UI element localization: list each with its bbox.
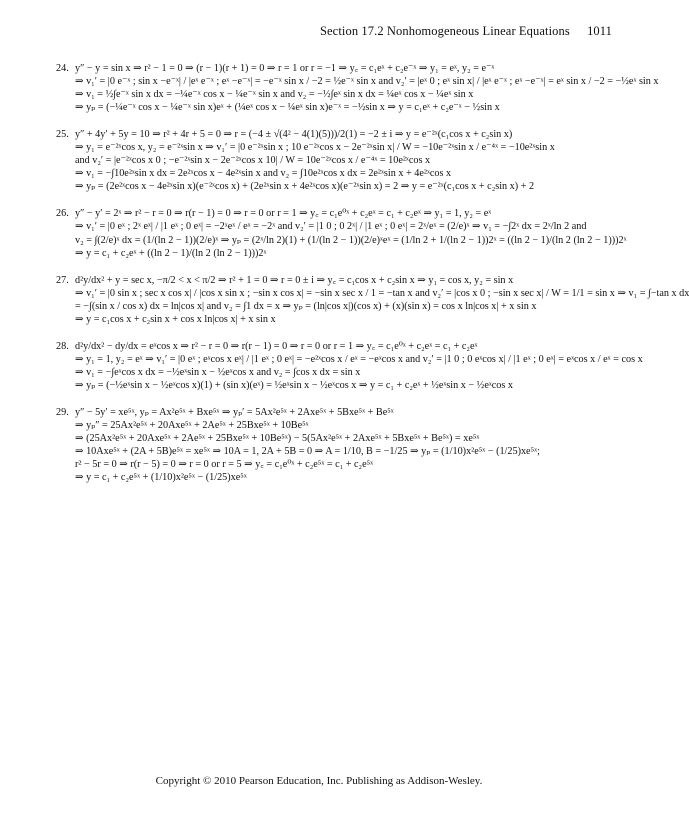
solutions-list bbox=[56, 62, 689, 498]
equation-text: d²y/dx² + y = sec x, −π/2 < x < π/2 ⇒ r² + 1 = 0 ⇒ r = 0 ± i ⇒ y꜀ = c₁cos x + c₂sin x ⇒ y₁ = cos x, y₂ = sin x bbox=[75, 274, 514, 286]
page-header bbox=[320, 24, 612, 39]
equation-text: ⇒ y = c₁ + c₂eˣ + ((ln 2 − 1)/(ln 2 (ln 2 − 1)))2ˣ bbox=[75, 247, 267, 259]
problem-statement-line bbox=[56, 128, 612, 141]
solution-step-line bbox=[56, 313, 612, 326]
solution-step-line bbox=[56, 445, 612, 458]
solution-step-line bbox=[56, 379, 612, 392]
problem-block bbox=[56, 207, 627, 259]
problem-block bbox=[56, 406, 612, 484]
solution-step-line bbox=[56, 141, 612, 154]
equation-text: = −∫(sin x / cos x) dx = ln|cos x| and v₂ = ∫1 dx = x ⇒ yₚ = (ln|cos x|)(cos x) + (x)(sin x) = cos x ln|cos x| + x sin x bbox=[75, 300, 537, 312]
problem-block bbox=[56, 274, 689, 326]
solution-step-line bbox=[56, 234, 627, 247]
solution-step-line bbox=[56, 471, 612, 484]
equation-text: y″ − y = sin x ⇒ r² − 1 = 0 ⇒ (r − 1)(r + 1) = 0 ⇒ r = 1 or r = −1 ⇒ y꜀ = c₁eˣ + c₂e⁻ˣ ⇒ y₁ = eˣ, y₂ = e⁻ˣ bbox=[75, 63, 495, 74]
problem-block bbox=[56, 340, 643, 392]
solution-step-line bbox=[56, 300, 612, 313]
equation-text: ⇒ y = c₁ + c₂e⁵ˣ + (1/10)x²e⁵ˣ − (1/25)xe⁵ˣ bbox=[75, 472, 247, 484]
solution-step-line bbox=[56, 287, 689, 300]
problem-number: 29. bbox=[56, 406, 69, 418]
page-number: 1011 bbox=[587, 24, 612, 38]
solution-step-line bbox=[56, 75, 659, 88]
equation-text: ⇒ v₁′ = |0 sin x ; sec x cos x| / |cos x sin x ; −sin x cos x| = −sin x sec x / 1 = −tan x and v₂′ = |cos x 0 ; −sin x sec x| / W = 1/1 = sin x ⇒ v₁ = ∫−tan x dx bbox=[75, 287, 689, 299]
solution-step-line bbox=[56, 180, 612, 193]
problem-block bbox=[56, 128, 612, 193]
problem-statement-line bbox=[56, 207, 612, 220]
problem-number: 24. bbox=[56, 63, 69, 74]
equation-text: ⇒ v₁ = ½∫e⁻ˣ sin x dx = −¼e⁻ˣ cos x − ¼e⁻ˣ sin x and v₂ = −½∫eˣ sin x dx = ¼eˣ cos x − ¼eˣ sin x bbox=[75, 89, 474, 101]
equation-text: ⇒ v₁ = −∫10e²ˣsin x dx = 2e²ˣcos x − 4e²ˣsin x and v₂ = ∫10e²ˣcos x dx = 2e²ˣsin x + 4e²ˣcos x bbox=[75, 168, 452, 180]
problem-block bbox=[56, 62, 659, 114]
equation-text: ⇒ yₚ″ = 25Ax²e⁵ˣ + 20Axe⁵ˣ + 2Ae⁵ˣ + 25Bxe⁵ˣ + 10Be⁵ˣ bbox=[75, 420, 309, 432]
equation-text: d²y/dx² − dy/dx = eˣcos x ⇒ r² − r = 0 ⇒ r(r − 1) = 0 ⇒ r = 0 or r = 1 ⇒ y꜀ = c₁e⁰ˣ + c₂eˣ = c₁ + c₂eˣ bbox=[75, 340, 478, 352]
solution-step-line bbox=[56, 432, 612, 445]
equation-text: ⇒ v₁′ = |0 e⁻ˣ ; sin x −e⁻ˣ| / |eˣ e⁻ˣ ; eˣ −e⁻ˣ| = −e⁻ˣ sin x / −2 = ½e⁻ˣ sin x and v₂′ = |eˣ 0 ; eˣ sin x| / |eˣ e⁻ˣ ; eˣ −e⁻ˣ| = eˣ sin x / −2 = −½eˣ sin x bbox=[75, 76, 659, 88]
problem-number: 27. bbox=[56, 274, 69, 286]
equation-text: y″ − 5y′ = xe⁵ˣ, yₚ = Ax²e⁵ˣ + Bxe⁵ˣ ⇒ yₚ′ = 5Ax²e⁵ˣ + 2Axe⁵ˣ + 5Bxe⁵ˣ + Be⁵ˣ bbox=[75, 406, 394, 418]
solution-step-line bbox=[56, 220, 612, 233]
solution-step-line bbox=[56, 366, 612, 379]
problem-statement-line bbox=[56, 406, 612, 419]
equation-text: y″ − y′ = 2ˣ ⇒ r² − r = 0 ⇒ r(r − 1) = 0 ⇒ r = 0 or r = 1 ⇒ y꜀ = c₁e⁰ˣ + c₂eˣ = c₁ + c₂eˣ ⇒ y₁ = 1, y₂ = eˣ bbox=[75, 208, 492, 220]
equation-text: ⇒ v₁ = −∫eˣcos x dx = −½eˣsin x − ½eˣcos x and v₂ = ∫cos x dx = sin x bbox=[75, 366, 361, 378]
problem-statement-line bbox=[56, 340, 612, 353]
problem-statement-line bbox=[56, 274, 612, 287]
equation-text: ⇒ (25Ax²e⁵ˣ + 20Axe⁵ˣ + 2Ae⁵ˣ + 25Bxe⁵ˣ + 10Be⁵ˣ) − 5(5Ax²e⁵ˣ + 2Axe⁵ˣ + 5Bxe⁵ˣ + Be⁵ˣ) = xe⁵ˣ bbox=[75, 433, 480, 445]
solution-step-line bbox=[56, 88, 612, 101]
solution-step-line bbox=[56, 154, 612, 167]
solution-step-line bbox=[56, 353, 643, 366]
problem-statement-line bbox=[56, 62, 612, 75]
equation-text: ⇒ y₁ = e⁻²ˣcos x, y₂ = e⁻²ˣsin x ⇒ v₁′ = |0 e⁻²ˣsin x ; 10 e⁻²ˣcos x − 2e⁻²ˣsin x| / W = −10e⁻²ˣsin x / e⁻⁴ˣ = −10e²ˣsin x bbox=[75, 142, 555, 154]
solution-step-line bbox=[56, 167, 612, 180]
equation-text: ⇒ y₁ = 1, y₂ = eˣ ⇒ v₁′ = |0 eˣ ; eˣcos x eˣ| / |1 eˣ ; 0 eˣ| = −e²ˣcos x / eˣ = −eˣcos x and v₂′ = |1 0 ; 0 eˣcos x| / |1 eˣ ; 0 eˣ| = eˣcos x / eˣ = cos x bbox=[75, 353, 643, 365]
section-title: Section 17.2 Nonhomogeneous Linear Equations bbox=[319, 24, 570, 38]
equation-text: v₂ = ∫(2/e)ˣ dx = (1/(ln 2 − 1))(2/e)ˣ ⇒ yₚ = (2ˣ/ln 2)(1) + (1/(ln 2 − 1))(2/e)ˣeˣ = (1/ln 2 + 1/(ln 2 − 1))2ˣ = ((ln 2 − 1)/(ln 2 (ln 2 − 1)))2ˣ bbox=[75, 234, 627, 246]
equation-text: ⇒ yₚ = (−½eˣsin x − ½eˣcos x)(1) + (sin x)(eˣ) = ½eˣsin x − ½eˣcos x ⇒ y = c₁ + c₂eˣ + ½eˣsin x − ½eˣcos x bbox=[75, 379, 514, 391]
solution-step-line bbox=[56, 247, 612, 260]
equation-text: and v₂′ = |e⁻²ˣcos x 0 ; −e⁻²ˣsin x − 2e⁻²ˣcos x 10| / W = 10e⁻²ˣcos x / e⁻⁴ˣ = 10e²ˣcos x bbox=[75, 155, 431, 167]
equation-text: ⇒ v₁′ = |0 eˣ ; 2ˣ eˣ| / |1 eˣ ; 0 eˣ| = −2ˣeˣ / eˣ = −2ˣ and v₂′ = |1 0 ; 0 2ˣ| / |1 eˣ ; 0 eˣ| = 2ˣ/eˣ = (2/e)ˣ ⇒ v₁ = −∫2ˣ dx = 2ˣ/ln 2 and bbox=[75, 221, 587, 233]
equation-text: r² − 5r = 0 ⇒ r(r − 5) = 0 ⇒ r = 0 or r = 5 ⇒ y꜀ = c₁e⁰ˣ + c₂e⁵ˣ = c₁ + c₂e⁵ˣ bbox=[75, 459, 374, 471]
equation-text: ⇒ yₚ = (2e²ˣcos x − 4e²ˣsin x)(e⁻²ˣcos x) + (2e²ˣsin x + 4e²ˣcos x)(e⁻²ˣsin x) = 2 ⇒ y = e⁻²ˣ(c₁cos x + c₂sin x) + 2 bbox=[75, 181, 535, 193]
problem-number: 25. bbox=[56, 129, 69, 141]
equation-text: ⇒ y = c₁cos x + c₂sin x + cos x ln|cos x| + x sin x bbox=[75, 313, 276, 325]
solution-step-line bbox=[56, 458, 612, 471]
solution-step-line bbox=[56, 419, 612, 432]
equation-text: ⇒ 10Axe⁵ˣ + (2A + 5B)e⁵ˣ = xe⁵ˣ ⇒ 10A = 1, 2A + 5B = 0 ⇒ A = 1/10, B = −1/25 ⇒ yₚ = (1/10)x²e⁵ˣ − (1/25)xe⁵ˣ; bbox=[75, 446, 540, 458]
equation-text: y″ + 4y′ + 5y = 10 ⇒ r² + 4r + 5 = 0 ⇒ r = (−4 ± √(4² − 4(1)(5)))/2(1) = −2 ± i ⇒ y = e⁻²ˣ(c₁cos x + c₂sin x) bbox=[75, 129, 513, 141]
equation-text: ⇒ yₚ = (−¼e⁻ˣ cos x − ¼e⁻ˣ sin x)eˣ + (¼eˣ cos x − ¼eˣ sin x)e⁻ˣ = −½sin x ⇒ y = c₁eˣ + c₂e⁻ˣ − ½sin x bbox=[75, 102, 500, 114]
solution-step-line bbox=[56, 101, 612, 114]
problem-number: 26. bbox=[56, 208, 69, 220]
problem-number: 28. bbox=[56, 340, 69, 352]
copyright-footer: Copyright © 2010 Pearson Education, Inc. Publishing as Addison-Wesley. bbox=[155, 775, 483, 787]
